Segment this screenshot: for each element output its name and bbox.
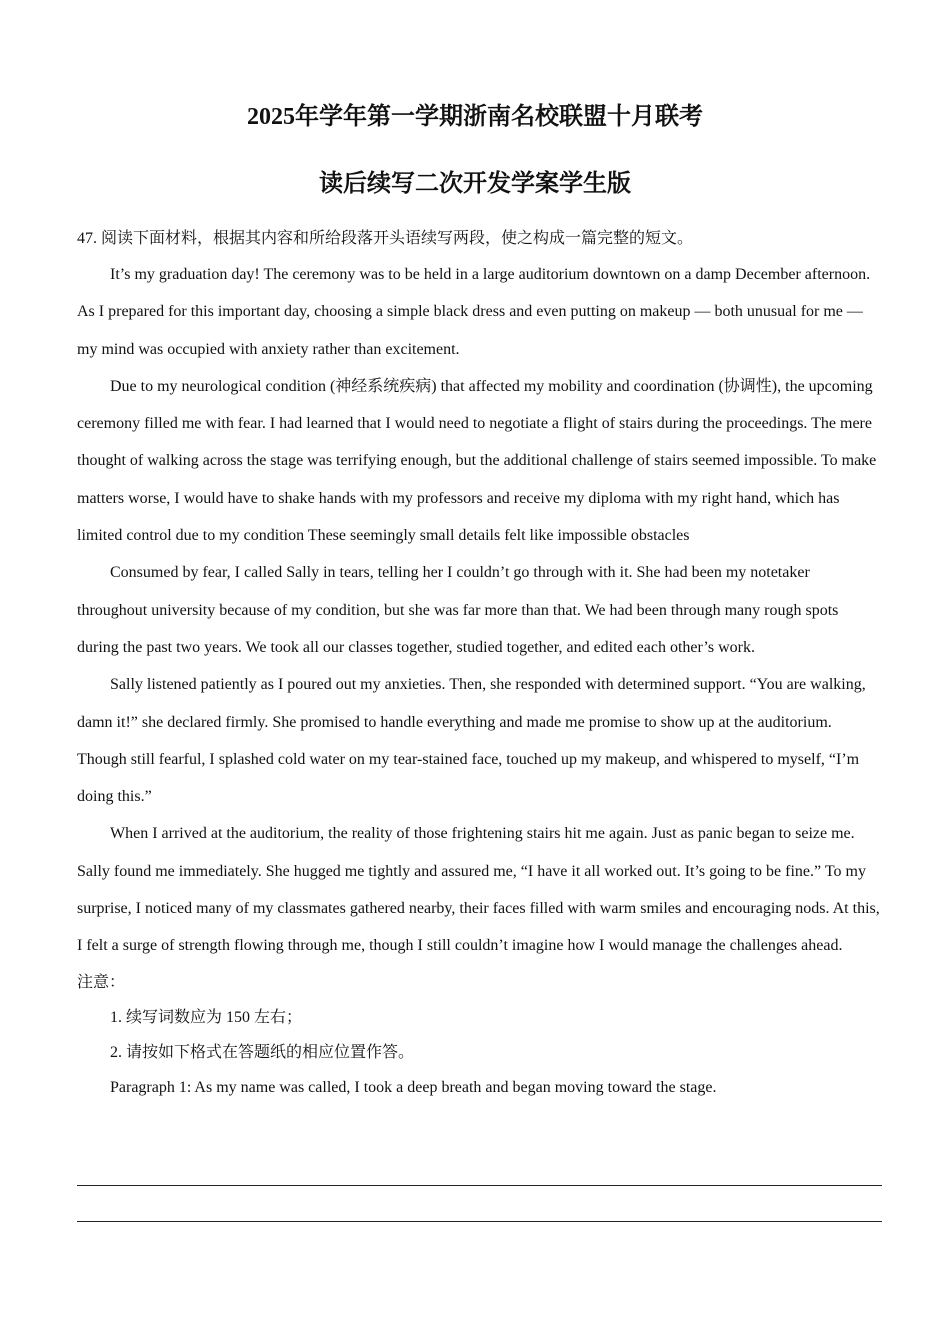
story-paragraph-3: Consumed by fear, I called Sally in tears, telling her I couldn’t go through with it. She had been my notetaker throughout university because of my condition, but she was far more than that. We had been through many rough spots during the past two years. We took all our classes together, studied together, and edited each other’s work. bbox=[77, 564, 839, 656]
note-answer-format: 2. 请按如下格式在答题纸的相应位置作答。 bbox=[110, 1043, 415, 1061]
paragraph-1-opening: Paragraph 1: As my name was called, I took a deep breath and began moving toward the stage. bbox=[110, 1078, 717, 1096]
note-word-count: 1. 续写词数应为 150 左右； bbox=[110, 1008, 303, 1026]
story-paragraph-5: When I arrived at the auditorium, the reality of those frightening stairs hit me again. Just as panic began to seize me. Sally found me immediately. She hugged me tightly and assured me, “I have it all worked out. It’s going to be fine.” To my surprise, I noticed many of my classmates gathered nearby, their faces filled with warm smiles and encouraging nods. At this, I felt a surge of strength flowing through me, though I still couldn’t imagine how I would manage the challenges ahead. bbox=[77, 825, 880, 955]
answer-line bbox=[77, 1185, 882, 1186]
question-body bbox=[77, 221, 882, 1105]
story-paragraph-2: Due to my neurological condition (神经系统疾病) that affected my mobility and coordination (协调性), the upcoming ceremony filled me with fear. I had learned that I would need to negotiate a flight of stairs during the proceedings. The mere thought of walking across the stage was terrifying enough, but the additional challenge of stairs seemed impossible. To make matters worse, I would have to shake hands with my professors and receive my diploma with my right hand, which has limited control due to my condition These seemingly small details felt like impossible obstacles bbox=[77, 377, 877, 545]
question-instruction: 47. 阅读下面材料，根据其内容和所给段落开头语续写两段，使之构成一篇完整的短文。 bbox=[77, 230, 694, 247]
document-subtitle: 读后续写二次开发学案学生版 bbox=[319, 171, 631, 197]
document-title: 2025年学年第一学期浙南名校联盟十月联考 bbox=[247, 104, 703, 130]
answer-line bbox=[77, 1221, 882, 1222]
story-paragraph-4: Sally listened patiently as I poured out my anxieties. Then, she responded with determined support. “You are walking, damn it!” she declared firmly. She promised to handle everything and made me promise to show up at the auditorium. Though still fearful, I splashed cold water on my tear-stained face, touched up my makeup, and whispered to myself, “I’m doing this.” bbox=[77, 676, 866, 806]
story-paragraph-1: It’s my graduation day! The ceremony was to be held in a large auditorium downtown on a damp December afternoon. As I prepared for this important day, choosing a simple black dress and even putting on makeup — both unusual for me — my mind was occupied with anxiety rather than excitement. bbox=[77, 266, 871, 358]
notes-heading: 注意： bbox=[77, 973, 126, 991]
